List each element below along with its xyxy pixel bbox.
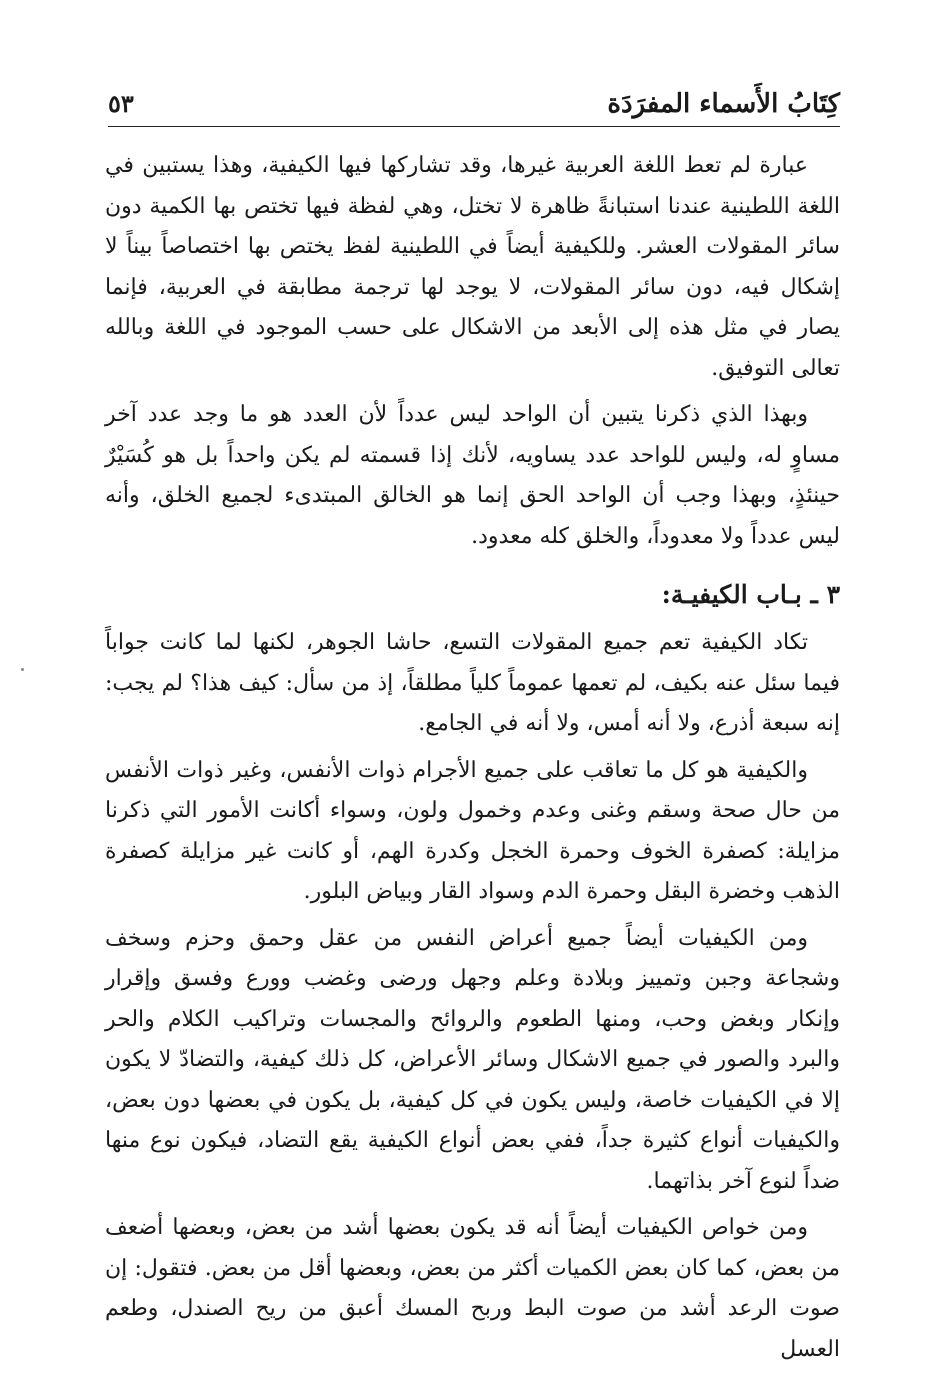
running-header xyxy=(108,84,840,127)
section-heading xyxy=(105,575,840,615)
section-number: ٣ ـ xyxy=(810,580,840,609)
body-text xyxy=(105,146,840,1376)
paragraph-4: والكيفية هو كل ما تعاقب على جميع الأجرام ذوات الأنفس، وغير ذوات الأنفس من حال صحة وسقم وغنى وعدم وخمول ولون، وسواء أكانت الأمور التي ذكرنا مزايلة: كصفرة الخوف وحمرة الخجل وكدرة الهم، أو كانت غير مزايلة كصفرة الذهب وخضرة البقل وحمرة الدم وسواد القار وبياض البلور. xyxy=(105,757,840,904)
paragraph-6: ومن خواص الكيفيات أيضاً أنه قد يكون بعضها أشد من بعض، وبعضها أضعف من بعض، كما كان بعض الكميات أكثر من بعض، وبعضها أقل من بعض. فتقول: إن صوت الرعد أشد من صوت البط وربح المسك أعبق من ريح الصندل، وطعم العسل xyxy=(105,1215,840,1362)
section-title: بـاب الكيفيـة: xyxy=(661,580,802,609)
paragraph-2: وبهذا الذي ذكرنا يتبين أن الواحد ليس عدداً لأن العدد هو ما وجد عدد آخر مساوٍ له، وليس للواحد عدد يساويه، لأنك إذا قسمته لم يكن واحداً بل هو كُسَيْرٌ حينئذٍ، وبهذا وجب أن الواحد الحق إنما هو الخالق المبتدىء لجميع الخلق، وأنه ليس عدداً ولا معدوداً، والخلق كله معدود. xyxy=(105,402,840,549)
margin-speck xyxy=(21,668,24,671)
paragraph-3: تكاد الكيفية تعم جميع المقولات التسع، حاشا الجوهر، لكنها لما كانت جواباً فيما سئل عنه بكيف، لم تعمها عموماً كلياً مطلقاً، إذ من سأل: كيف هذا؟ لم يجب: إنه سبعة أذرع، ولا أنه أمس، ولا أنه في الجامع. xyxy=(105,630,840,736)
header-title: كِتَابُ الأَسماء المفرَدَة xyxy=(607,89,840,119)
paragraph-5: ومن الكيفيات أيضاً جميع أعراض النفس من عقل وحمق وحزم وسخف وشجاعة وجبن وتمييز وبلادة وعلم وجهل ورضى وغضب وورع وفسق وإقرار وإنكار وبغض وحب، ومنها الطعوم والروائح والمجسات وتراكيب الكلام والحر والبرد والصور في جميع الاشكال وسائر الأعراض، كل ذلك كيفية، والتضادّ لا يكون إلا في الكيفيات خاصة، وليس يكون في كل كيفية، بل يكون في بعضها دون بعض، والكيفيات أنواع كثيرة جداً، ففي بعض أنواع الكيفية يقع التضاد، فيكون نوع منها ضداً لنوع آخر بذاتهما. xyxy=(105,925,840,1194)
page-number: ٥٣ xyxy=(108,89,134,118)
paragraph-1: عبارة لم تعط اللغة العربية غيرها، وقد تشاركها فيها الكيفية، وهذا يستبين في اللغة اللطينية عندنا استبانةً ظاهرة لا تختل، وهي لفظة فيها تختص بها الكمية دون سائر المقولات العشر. وللكيفية أيضاً في اللطينية لفظ يختص بها اختصاصاً بيناً لا إشكال فيه، دون سائر المقولات، لا يوجد لها ترجمة مطابقة في العربية، فإنما يصار في مثل هذه إلى الأبعد من الاشكال على حسب الموجود في اللغة وبالله تعالى التوفيق. xyxy=(105,153,840,381)
